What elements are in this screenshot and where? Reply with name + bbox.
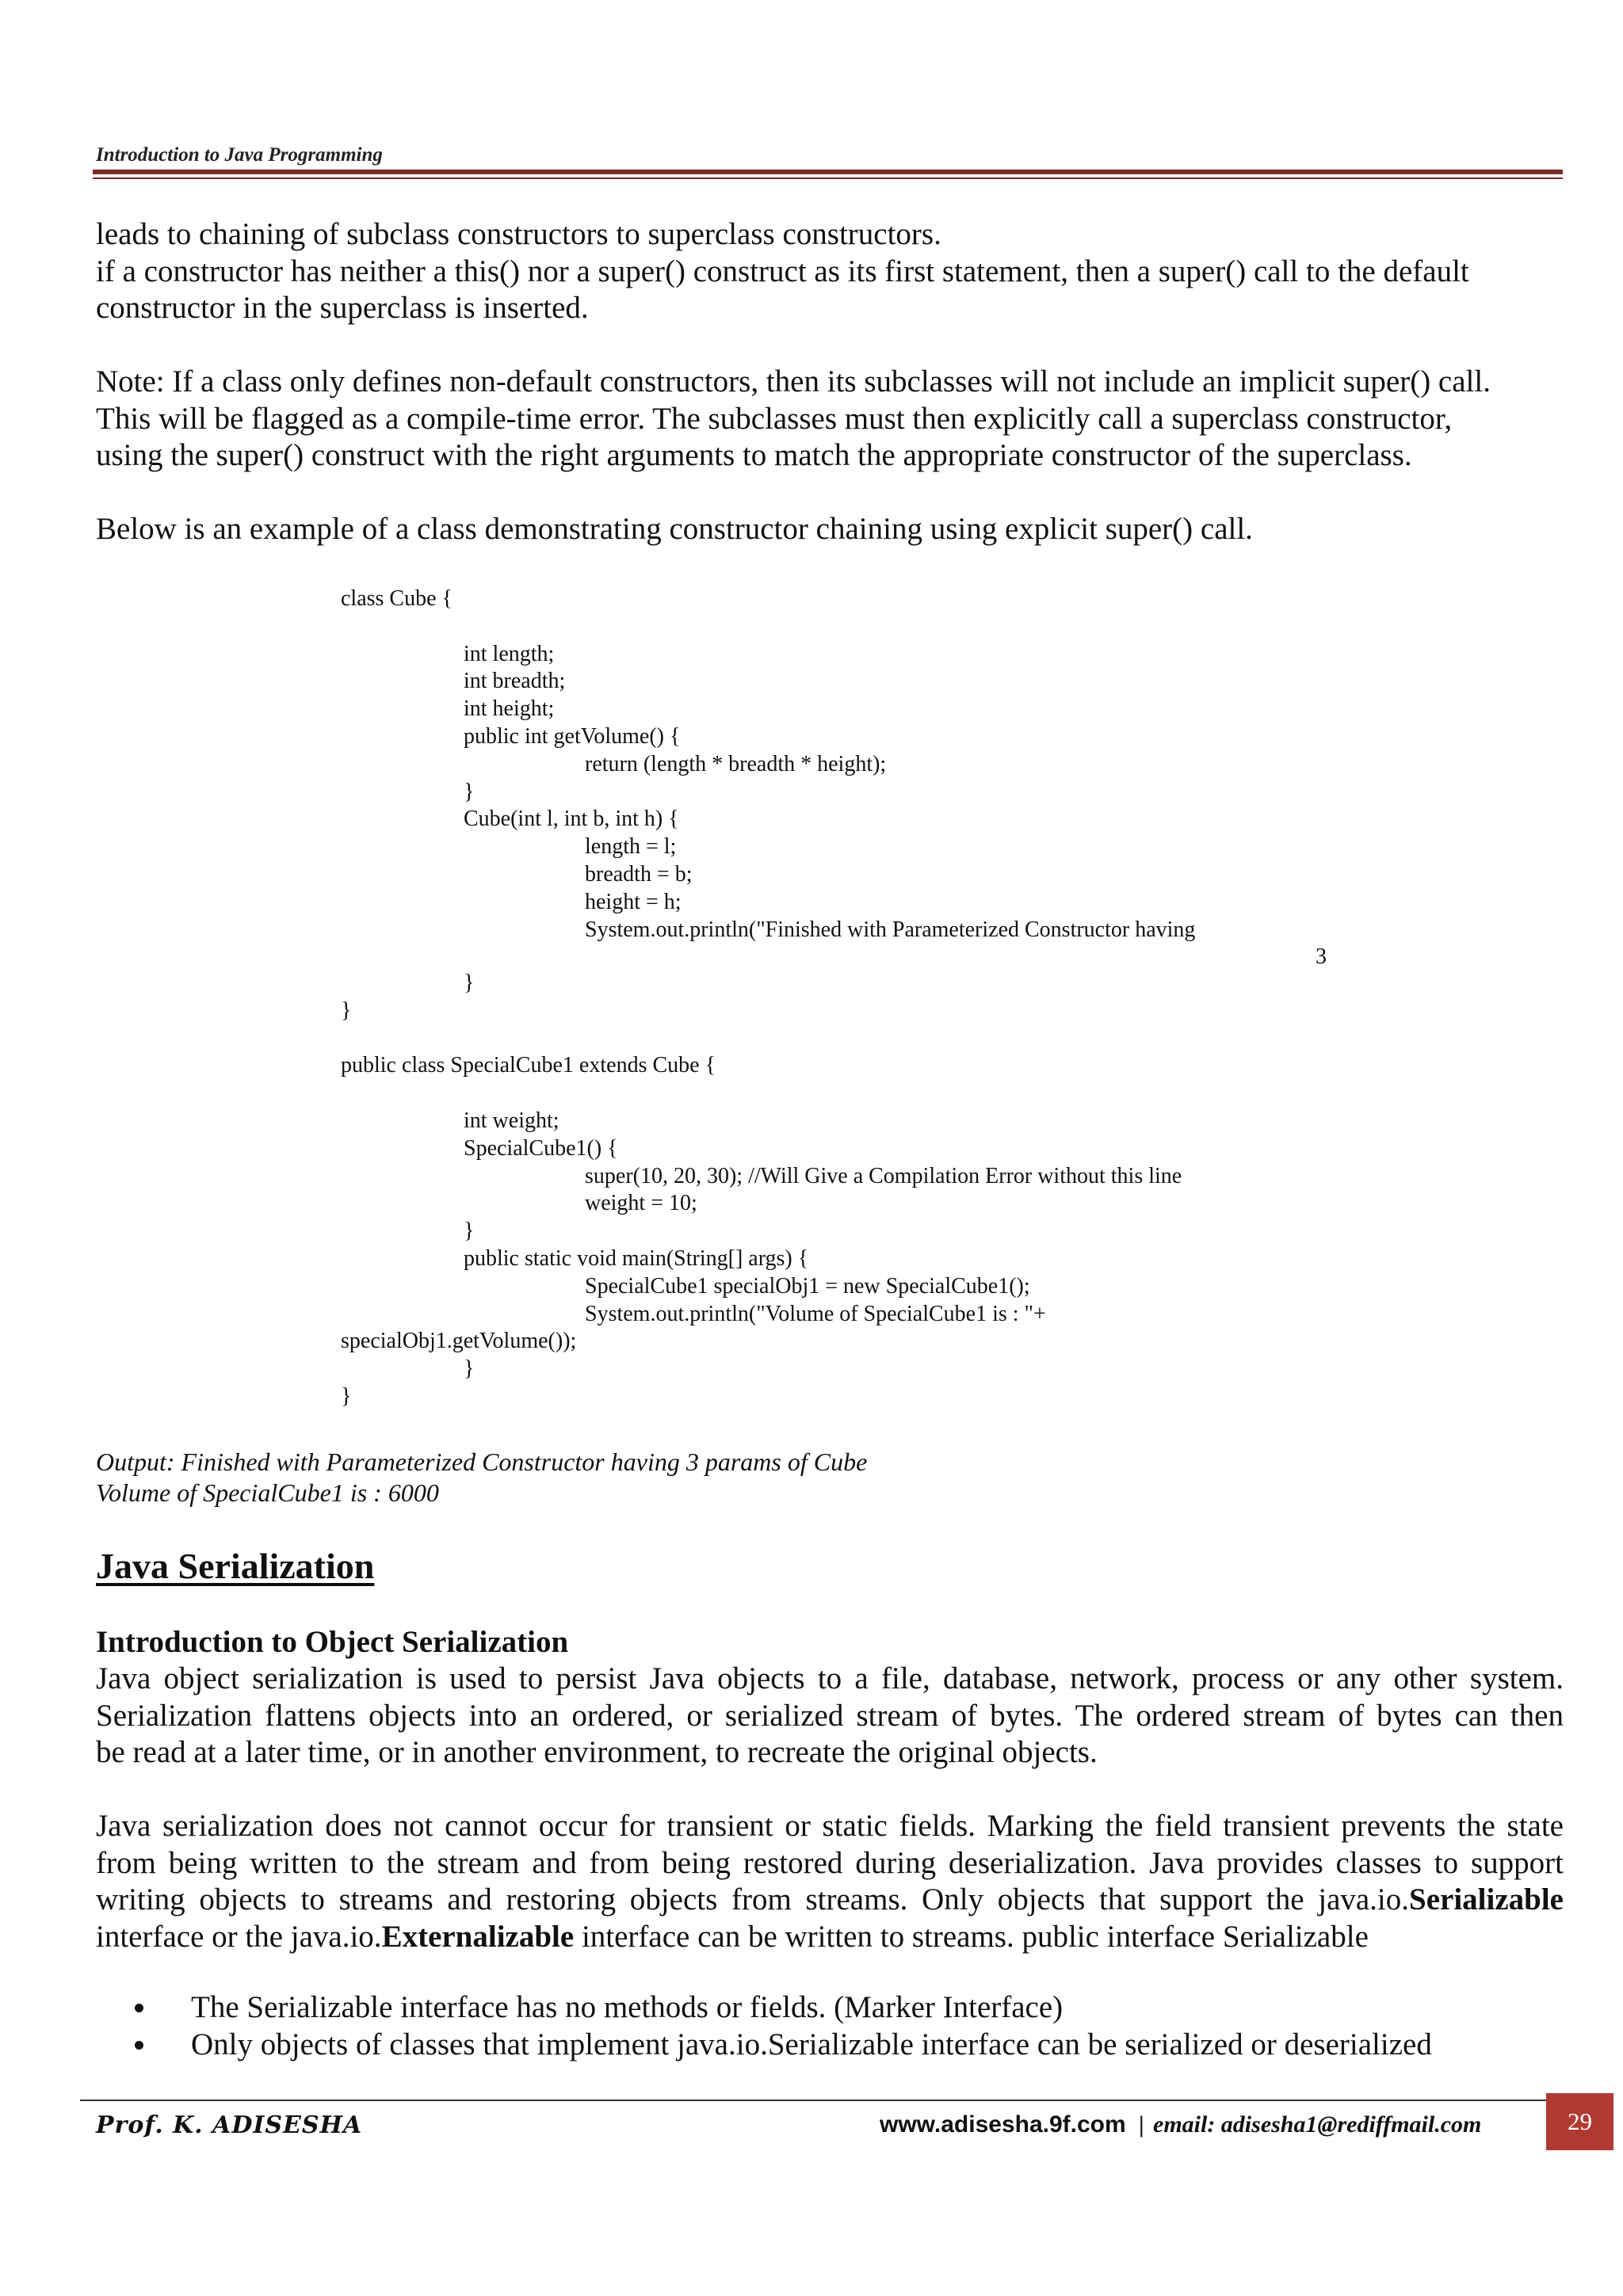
code-line: height = h; — [585, 889, 682, 914]
footer-separator: | — [1139, 2111, 1144, 2138]
text-line — [96, 1919, 1564, 1956]
text-line: if a constructor has neither a this() nor a super() construct as its first statement, then a super() call to the default — [96, 254, 1469, 288]
code-line: int height; — [464, 696, 555, 722]
bullet-list — [135, 1989, 1561, 2063]
code-line-blank — [341, 613, 1371, 641]
text-run: writing objects to streams and restoring objects from streams. Only objects that support the java.io. — [96, 1882, 1410, 1917]
text-line: Java object serialization is used to persist Java objects to a file, database, network, process or any other system. — [96, 1661, 1564, 1695]
output-line: Output: Finished with Parameterized Constructor having 3 params of Cube — [96, 1447, 868, 1476]
code-line-blank — [341, 1080, 1371, 1108]
code-line: } — [341, 997, 352, 1023]
footer-email-link[interactable]: email: adisesha1@rediffmail.com — [1153, 2111, 1482, 2138]
bullet-icon — [135, 2041, 143, 2050]
text-line: Java serialization does not cannot occur for transient or static fields. Marking the field transient prevents the state — [96, 1809, 1564, 1843]
paragraph-constructor-chaining — [96, 216, 1564, 327]
code-line: } — [341, 1383, 352, 1409]
header-rule-thin — [93, 177, 1563, 179]
code-line-wrap: 3 — [1316, 944, 1327, 969]
text-line: This will be flagged as a compile-time error. The subclasses must then explicitly call a superclass constructor, — [96, 401, 1453, 436]
code-line: class Cube { — [341, 586, 453, 611]
code-line: breadth = b; — [585, 861, 693, 887]
text-line: from being written to the stream and from being restored during deserialization. Java provides classes to support — [96, 1845, 1564, 1880]
code-line-blank — [341, 1025, 1371, 1053]
code-block-cube — [341, 585, 1371, 944]
list-item-text: The Serializable interface has no methods or fields. (Marker Interface) — [191, 1990, 1064, 2024]
code-line: int breadth; — [464, 669, 566, 694]
text-line: Note: If a class only defines non-default constructors, then its subclasses will not include an implicit super() call. — [96, 364, 1491, 399]
program-output — [96, 1447, 867, 1508]
running-header: Introduction to Java Programming — [96, 144, 383, 166]
text-line: be read at a later time, or in another environment, to recreate the original objects. — [96, 1735, 1098, 1769]
code-line: } — [464, 779, 475, 804]
code-block-cube-end — [341, 970, 1371, 1411]
code-line: SpecialCube1() { — [464, 1135, 618, 1161]
footer-website-link[interactable]: www.adisesha.9f.com — [880, 2111, 1126, 2138]
text-line — [96, 1882, 1564, 1919]
paragraph-serialization-intro — [96, 1661, 1564, 1772]
paragraph-serialization-details — [96, 1808, 1564, 1955]
header-rule — [93, 170, 1563, 174]
keyword-externalizable: Externalizable — [381, 1919, 575, 1954]
list-item-text: Only objects of classes that implement java.io.Serializable interface can be serialized or deserialized — [191, 2027, 1432, 2061]
paragraph-note — [96, 364, 1564, 475]
footer-author: Prof. K. ADISESHA — [96, 2111, 363, 2139]
code-line: } — [464, 1356, 475, 1382]
code-line: } — [464, 1219, 475, 1244]
code-line: Cube(int l, int b, int h) { — [464, 807, 679, 832]
code-line: int weight; — [464, 1108, 559, 1133]
code-line: weight = 10; — [585, 1191, 697, 1216]
text-run: interface or the java.io. — [96, 1919, 382, 1954]
code-line: length = l; — [585, 834, 677, 860]
code-line: return (length * breadth * height); — [585, 751, 887, 776]
text-run: interface can be written to streams. public interface Serializable — [574, 1919, 1369, 1954]
text-line: constructor in the superclass is inserted. — [96, 291, 589, 325]
code-line: System.out.println("Volume of SpecialCube1 is : "+ — [585, 1301, 1046, 1326]
code-line: super(10, 20, 30); //Will Give a Compilation Error without this line — [585, 1163, 1182, 1188]
code-line: specialObj1.getVolume()); — [341, 1329, 577, 1354]
paragraph-example-intro — [96, 511, 1564, 548]
bullet-icon — [135, 2004, 143, 2012]
page-number: 29 — [1546, 2093, 1613, 2150]
text-line: Serialization flattens objects into an ordered, or serialized stream of bytes. The ordered stream of bytes can then — [96, 1698, 1564, 1733]
code-line: } — [464, 971, 475, 995]
list-item — [135, 1989, 1561, 2027]
code-line: public int getVolume() { — [464, 723, 681, 749]
section-title: Java Serialization — [96, 1546, 375, 1586]
code-line: public static void main(String[] args) { — [464, 1245, 809, 1271]
code-line: int length; — [464, 641, 555, 666]
list-item — [135, 2027, 1561, 2064]
code-line: SpecialCube1 specialObj1 = new SpecialCube1(); — [585, 1273, 1030, 1299]
keyword-serializable: Serializable — [1409, 1882, 1564, 1917]
output-line: Volume of SpecialCube1 is : 6000 — [96, 1478, 439, 1507]
text-line: Below is an example of a class demonstrating constructor chaining using explicit super() call. — [96, 512, 1253, 546]
code-line: public class SpecialCube1 extends Cube { — [341, 1053, 716, 1078]
text-line: using the super() construct with the right arguments to match the appropriate constructor of the superclass. — [96, 438, 1412, 472]
text-line: leads to chaining of subclass constructors to superclass constructors. — [96, 217, 941, 251]
code-line: System.out.println("Finished with Parameterized Constructor having — [585, 917, 1196, 942]
footer-rule — [80, 2100, 1550, 2101]
subsection-title: Introduction to Object Serialization — [96, 1625, 569, 1659]
